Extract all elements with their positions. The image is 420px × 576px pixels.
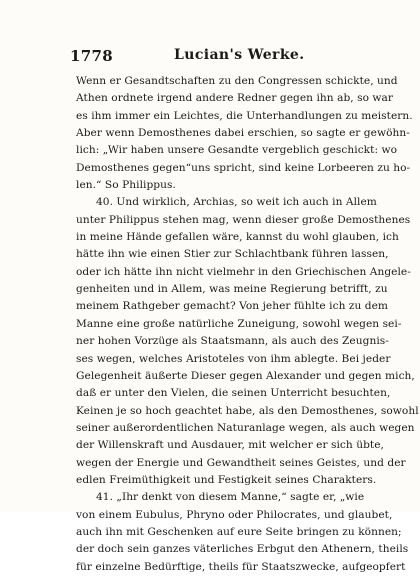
text-line: es ihm immer ein Leichtes, die Unterhandlungen zu meistern. xyxy=(76,109,413,122)
text-line: der doch sein ganzes väterliches Erbgut den Athenern, theils xyxy=(76,543,409,556)
text-line: hätte ihn wie einen Stier zur Schlachtbank führen lassen, xyxy=(76,248,389,261)
text-line: auch ihn mit Geschenken auf eure Seite bringen zu können; xyxy=(76,525,402,538)
text-line: von einem Eubulus, Phryno oder Philocrates, und glaubet, xyxy=(76,508,393,521)
text-line: oder ich hätte ihn nicht vielmehr in den Griechischen Angele- xyxy=(76,265,411,278)
text-line: Gelegenheit äußerte Dieser gegen Alexander und gegen mich, xyxy=(76,369,415,382)
text-line: Demosthenes gegen“uns spricht, sind keine Lorbeeren zu ho- xyxy=(76,161,411,174)
text-line: Athen ordnete irgend andere Redner gegen ihn ab, so war xyxy=(76,92,394,105)
text-line: 41. „Ihr denkt von diesem Manne,“ sagte er, „wie xyxy=(96,491,365,504)
text-line: wegen der Energie und Gewandtheit seines Geistes, und der xyxy=(76,456,406,469)
running-title: Lucian's Werke. xyxy=(174,47,305,63)
body-text xyxy=(76,73,419,576)
text-line: ner hohen Vorzüge als Staatsmann, als auch des Zeugnis- xyxy=(76,335,389,348)
text-line: ses wegen, welches Aristoteles von ihm ablegte. Bei jeder xyxy=(76,352,391,365)
text-line: genheiten und in Allem, was meine Regierung betrifft, zu xyxy=(76,283,388,296)
text-line: daß er unter den Vielen, die seinen Unterricht besuchten, xyxy=(76,387,391,400)
text-line: in meine Hände gefallen wäre, kannst du wohl glauben, ich xyxy=(76,231,399,244)
text-line: Wenn er Gesandtschaften zu den Congressen schickte, und xyxy=(76,75,398,87)
text-line: edlen Freimüthigkeit und Festigkeit seines Charakters. xyxy=(76,473,377,486)
text-line: Keinen je so hoch geachtet habe, als den Demosthenes, sowohl xyxy=(76,404,419,417)
text-line: Manne eine große natürliche Zuneigung, sowohl wegen sei- xyxy=(76,317,402,330)
text-line: unter Philippus stehen mag, wenn dieser große Demosthenes xyxy=(76,213,411,226)
text-line: 40. Und wirklich, Archias, so weit ich auch in Allem xyxy=(96,196,377,209)
text-line: lich: „Wir haben unsere Gesandte vergeblich geschickt: wo xyxy=(76,144,398,157)
text-line: der Willenskraft und Ausdauer, mit welcher er sich übte, xyxy=(76,439,384,452)
text-line: len.“ So Philippus. xyxy=(76,179,176,192)
text-line: meinem Rathgeber gemacht? Von jeher fühlte ich zu dem xyxy=(76,300,389,313)
page-number: 1778 xyxy=(70,47,113,65)
text-line: seiner außerordentlichen Naturanlage wegen, als auch wegen xyxy=(76,421,415,434)
text-line: Aber wenn Demosthenes dabei erschien, so sagte er gewöhn- xyxy=(76,127,410,140)
text-line: für einzelne Bedürftige, theils für Staatszwecke, aufgeopfert xyxy=(76,560,406,573)
page-header xyxy=(70,47,380,67)
